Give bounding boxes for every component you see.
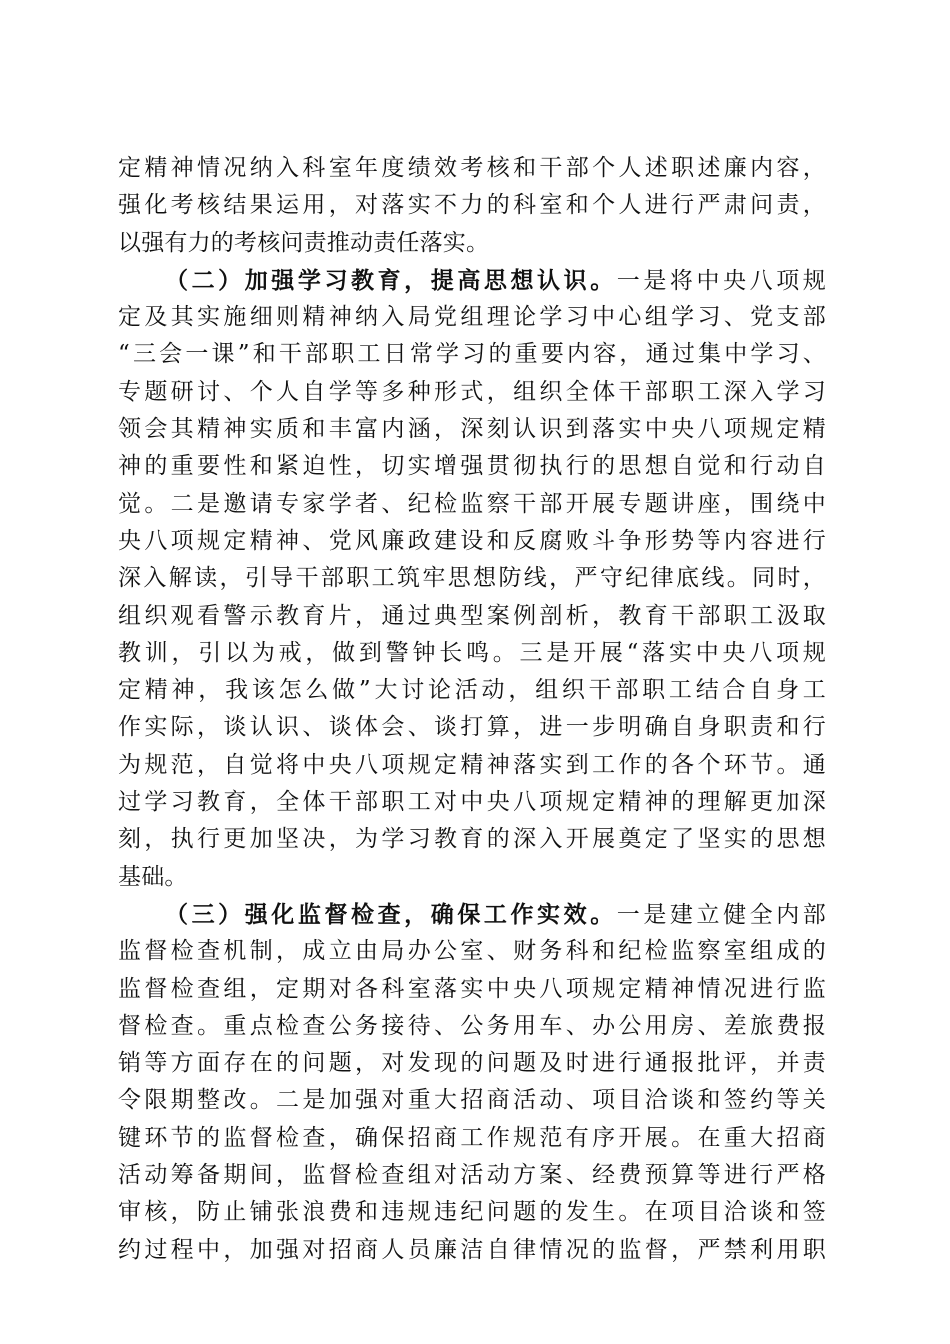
document-page	[118, 150, 826, 1269]
text-line: 央八项规定精神、党风廉政建设和反腐败斗争形势等内容进行	[118, 527, 826, 554]
paragraph-first-line	[118, 896, 826, 933]
text-line: 领会其精神实质和丰富内涵，深刻认识到落实中央八项规定精	[118, 416, 826, 443]
text-line: 教训，引以为戒，做到警钟长鸣。三是开展“落实中央八项规	[118, 639, 826, 666]
text-line: 监督检查组，定期对各科室落实中央八项规定精神情况进行监	[118, 975, 826, 1002]
text-line: 深入解读，引导干部职工筑牢思想防线，严守纪律底线。同时，	[118, 565, 826, 592]
text-line: 为规范，自觉将中央八项规定精神落实到工作的各个环节。通	[118, 751, 826, 778]
paragraph-first-line	[118, 262, 826, 299]
text-line: 基础。	[118, 863, 188, 890]
text-line: 过学习教育，全体干部职工对中央八项规定精神的理解更加深	[118, 789, 826, 816]
text-line: 监督检查机制，成立由局办公室、财务科和纪检监察室组成的	[118, 938, 826, 965]
paragraph-1	[118, 150, 826, 262]
text-line: 神的重要性和紧迫性，切实增强贯彻执行的思想自觉和行动自	[118, 453, 826, 480]
section-heading: （三）强化监督检查，确保工作实效。	[165, 900, 617, 928]
text-line: 觉。二是邀请专家学者、纪检监察干部开展专题讲座，围绕中	[118, 490, 826, 517]
text-line: 督检查。重点检查公务接待、公务用车、办公用房、差旅费报	[118, 1012, 826, 1039]
text-line: “三会一课”和干部职工日常学习的重要内容，通过集中学习、	[118, 341, 826, 368]
paragraph-2	[118, 262, 826, 896]
text-line: 审核，防止铺张浪费和违规违纪问题的发生。在项目洽谈和签	[118, 1199, 826, 1226]
text-line: 以强有力的考核问责推动责任落实。	[118, 229, 490, 256]
text-line: 活动筹备期间，监督检查组对活动方案、经费预算等进行严格	[118, 1162, 826, 1189]
text-line: 定精神，我该怎么做”大讨论活动，组织干部职工结合自身工	[118, 677, 826, 704]
text-line: 定精神情况纳入科室年度绩效考核和干部个人述职述廉内容，	[118, 155, 826, 181]
text-line: 组织观看警示教育片，通过典型案例剖析，教育干部职工汲取	[118, 602, 826, 629]
text-run: 一是建立健全内部	[616, 901, 826, 928]
text-line: 键环节的监督检查，确保招商工作规范有序开展。在重大招商	[118, 1124, 826, 1151]
text-run: 一是将中央八项规	[616, 267, 826, 294]
section-heading: （二）加强学习教育，提高思想认识。	[165, 266, 617, 294]
text-line: 令限期整改。二是加强对重大招商活动、项目洽谈和签约等关	[118, 1087, 826, 1114]
text-line: 刻，执行更加坚决，为学习教育的深入开展奠定了坚实的思想	[118, 826, 826, 853]
paragraph-3	[118, 896, 826, 1269]
text-line: 专题研讨、个人自学等多种形式，组织全体干部职工深入学习	[118, 378, 826, 405]
text-line: 约过程中，加强对招商人员廉洁自律情况的监督，严禁利用职	[118, 1236, 826, 1263]
text-line: 作实际，谈认识、谈体会、谈打算，进一步明确自身职责和行	[118, 714, 826, 741]
text-line: 强化考核结果运用，对落实不力的科室和个人进行严肃问责，	[118, 192, 826, 219]
text-line: 销等方面存在的问题，对发现的问题及时进行通报批评，并责	[118, 1050, 826, 1077]
text-line: 定及其实施细则精神纳入局党组理论学习中心组学习、党支部	[118, 304, 826, 331]
